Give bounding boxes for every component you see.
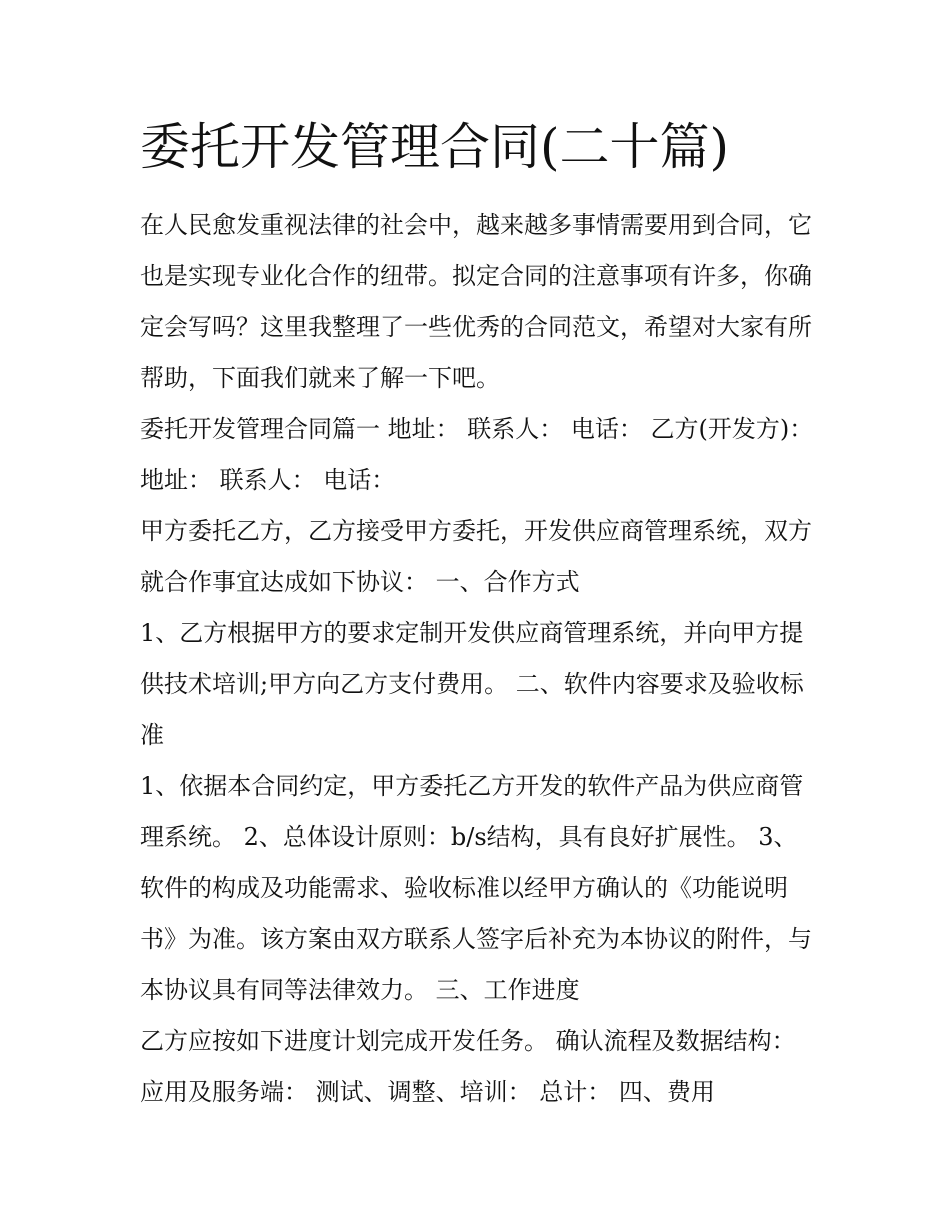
software-requirements-paragraph: 1、依据本合同约定，甲方委托乙方开发的软件产品为供应商管理系统。 2、总体设计原则：b/s结构，具有良好扩展性。 3、软件的构成及功能需求、验收标准以经甲方确认的《功能说明书》为准。该方案由双方联系人签字后补充为本协议的附件，与本协议具有同等法律效力。 三、工作进度: [140, 772, 812, 1004]
agreement-paragraph: 甲方委托乙方，乙方接受甲方委托，开发供应商管理系统，双方就合作事宜达成如下协议： 一、合作方式: [140, 517, 812, 596]
document-content: [140, 114, 820, 1118]
work-schedule-paragraph: 乙方应按如下进度计划完成开发任务。 确认流程及数据结构： 应用及服务端： 测试、调整、培训： 总计： 四、费用: [140, 1027, 796, 1106]
document-title: 委托开发管理合同(二十篇): [140, 118, 730, 176]
cooperation-method-paragraph: 1、乙方根据甲方的要求定制开发供应商管理系统，并向甲方提供技术培训;甲方向乙方支付费用。 二、软件内容要求及验收标准: [140, 619, 804, 749]
contract-parties-paragraph: 委托开发管理合同篇一 地址： 联系人： 电话： 乙方(开发方)： 地址： 联系人： 电话：: [140, 415, 814, 494]
intro-paragraph: 在人民愈发重视法律的社会中，越来越多事情需要用到合同，它也是实现专业化合作的纽带。拟定合同的注意事项有许多，你确定会写吗？这里我整理了一些优秀的合同范文，希望对大家有所帮助，下面我们就来了解一下吧。: [140, 211, 812, 392]
